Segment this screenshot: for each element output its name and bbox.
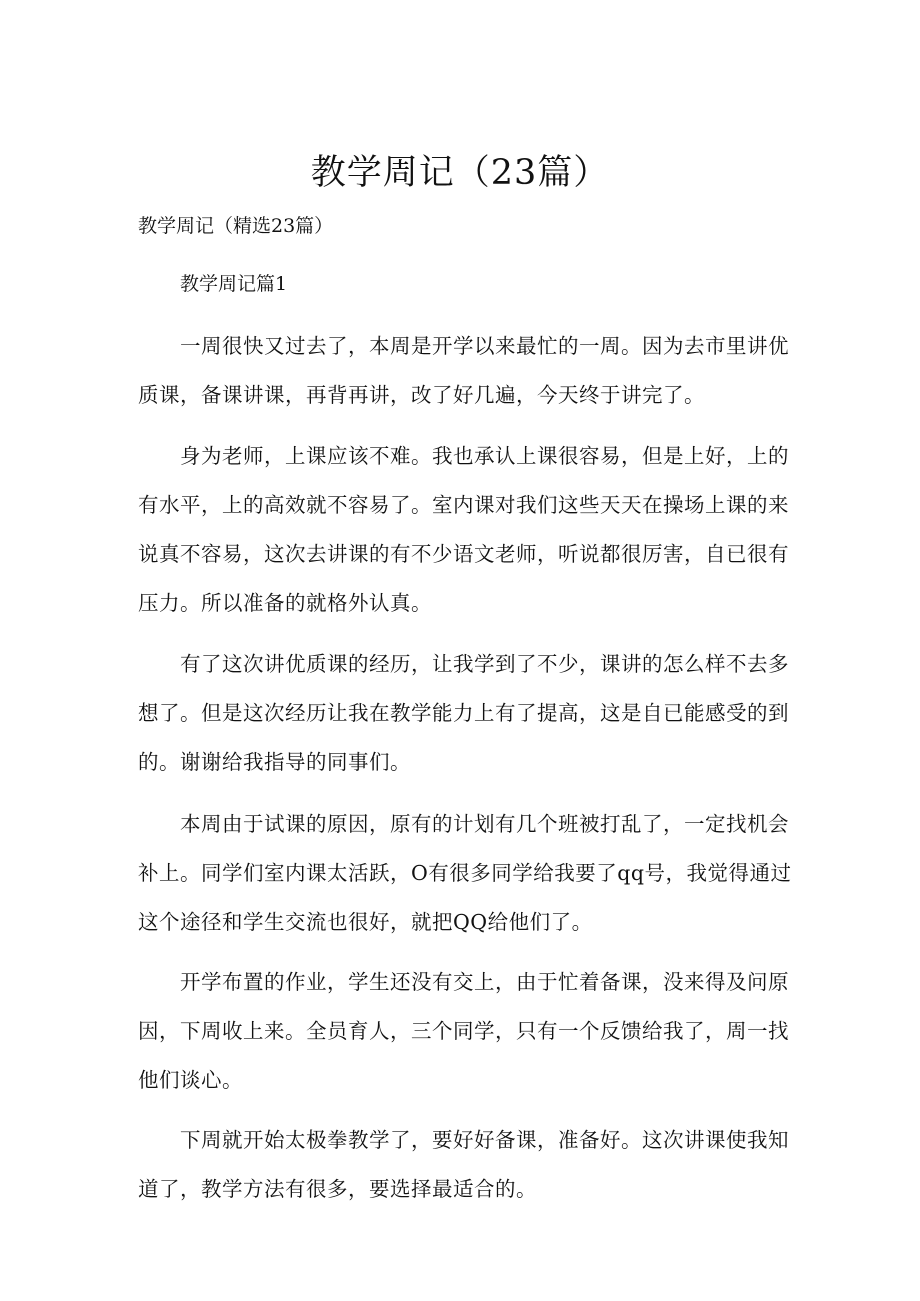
- paragraph: 本周由于试课的原因，原有的计划有几个班被打乱了，一定找机会补上。同学们室内课太活跃，O有很多同学给我要了qq号，我觉得通过这个途径和学生交流也很好，就把QQ给他们了。: [138, 812, 792, 934]
- paragraph: 有了这次讲优质课的经历，让我学到了不少，课讲的怎么样不去多想了。但是这次经历让我在教学能力上有了提高，这是自已能感受的到的。谢谢给我指导的同事们。: [138, 652, 789, 774]
- document-title: 教学周记（23篇）: [310, 153, 610, 193]
- section-heading: 教学周记篇1: [180, 273, 288, 295]
- paragraph: 开学布置的作业，学生还没有交上，由于忙着备课，没来得及问原因，下周收上来。全员育人，三个同学，只有一个反馈给我了，周一找他们谈心。: [138, 970, 789, 1092]
- paragraph: 下周就开始太极拳教学了，要好好备课，准备好。这次讲课使我知道了，教学方法有很多，要选择最适合的。: [138, 1128, 789, 1201]
- document-subtitle: 教学周记（精选23篇）: [138, 215, 334, 237]
- paragraph: 一周很快又过去了，本周是开学以来最忙的一周。因为去市里讲优质课，备课讲课，再背再讲，改了好几遍，今天终于讲完了。: [138, 334, 789, 407]
- paragraph: 身为老师，上课应该不难。我也承认上课很容易，但是上好，上的有水平，上的高效就不容易了。室内课对我们这些天天在操场上课的来说真不容易，这次去讲课的有不少语文老师，听说都很厉害，自已很有压力。所以准备的就格外认真。: [138, 444, 789, 615]
